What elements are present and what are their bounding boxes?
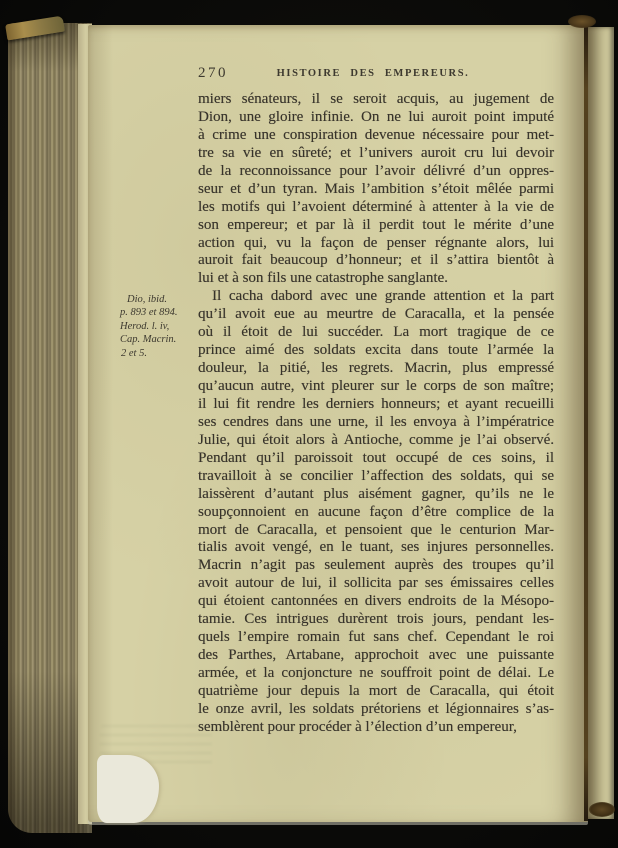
text-line: les motifs qui l’avoient déterminé à attenter à la vie de: [198, 198, 554, 215]
text-line: Dion, une gloire infinie. On ne lui auroit point imputé: [198, 108, 554, 125]
text-line: douleur, la pitié, les regrets. Macrin, plus empressé: [198, 360, 554, 377]
text-line: tialis avoit vengé, en le tuant, ses injures personnelles.: [198, 539, 554, 556]
text-line: qu’il avoit eue au meurtre de Caracalla, et la pensée: [198, 306, 554, 323]
text-line: de la reconnoissance pour l’avoir délivré d’un oppres-: [198, 162, 554, 179]
text-line: laissèrent d’autant plus aisément gagner, qu’ils ne le: [198, 485, 554, 502]
text-line: ses cendres dans une urne, il les envoya à l’impératrice: [198, 413, 554, 430]
gutter-headband-bottom: [589, 802, 615, 817]
margin-note-line: 2 et 5.: [121, 347, 147, 359]
gutter-crease: [584, 25, 588, 821]
body-text: [198, 91, 554, 737]
paper-damage-patch: [97, 755, 159, 823]
book-page: [88, 25, 588, 822]
text-line: Julie, qui étoit alors à Antioche, comme je l’ai observé.: [198, 431, 554, 448]
text-line: auroit fait beaucoup d’honneur; et il s’attira bientôt à: [198, 252, 554, 269]
text-line: travailloit à se concilier l’affection des soldats, qui se: [198, 467, 554, 484]
text-line: action qui, vu la façon de penser régnante alors, lui: [198, 234, 554, 251]
text-line: son empereur; et par là il perdit tout le mérite d’une: [198, 216, 554, 233]
text-line: tre sa vie en sûreté; et l’univers auroit cru lui devoir: [198, 144, 554, 161]
running-header: HISTOIRE DES EMPEREURS.: [276, 68, 470, 79]
text-line: quels l’empire romain fut sans chef. Cependant le roi: [198, 629, 554, 646]
margin-note: [120, 293, 198, 360]
text-line: à crime une conspiration devenue nécessaire pour met-: [198, 126, 554, 143]
margin-note-line: Herod. l. iv,: [120, 320, 170, 332]
margin-note-line: p. 893 et 894.: [120, 307, 178, 319]
text-line: qu’aucun autre, vint pleurer sur le corps de son maître;: [198, 378, 554, 394]
text-line: seur et d’un tyran. Mais l’ambition s’étoit mêlée parmi: [198, 180, 554, 197]
text-line: mort de Caracalla, et pensoient que le centurion Mar-: [198, 521, 554, 538]
text-line: le onze avril, les soldats prétoriens et légionnaires s’as-: [198, 700, 554, 717]
text-line: avoit autour de lui, il sollicita par ses émissaires celles: [198, 575, 554, 592]
text-line: lui et à son fils une catastrophe sanglante.: [198, 270, 448, 287]
text-line: semblèrent pour procéder à l’élection d’un empereur,: [198, 718, 517, 735]
text-line: Il cacha dabord avec une grande attention et la part: [212, 288, 554, 305]
text-line: des Parthes, Artabane, approchoit avec une puissante: [198, 647, 554, 664]
text-line: où il étoit de lui succéder. La mort tragique de ce: [198, 324, 554, 341]
text-line: miers sénateurs, il se seroit acquis, au jugement de: [198, 91, 554, 107]
margin-note-line: Cap. Macrin.: [120, 334, 177, 346]
text-line: tamie. Ces intrigues durèrent trois jours, pendant les-: [198, 611, 554, 628]
page-number: 270: [198, 65, 228, 81]
text-line: prince aimé des soldats excita dans toute l’armée la: [198, 342, 554, 359]
margin-note-line: Dio, ibid.: [127, 294, 167, 305]
text-line: il lui fit rendre les derniers honneurs; et ayant recueilli: [198, 395, 554, 412]
text-line: qui étoient cantonnées en divers endroits de la Mésopo-: [198, 593, 554, 610]
facing-page-sliver: [588, 27, 614, 819]
text-line: Macrin n’agit pas seulement auprès des troupes qu’il: [198, 557, 554, 574]
text-line: quatrième jour depuis la mort de Caracalla, qui étoit: [198, 682, 554, 699]
text-line: soupçonnoient en aucune façon d’être complice de la: [198, 503, 554, 520]
text-line: armée, et la conjoncture ne souffroit point de délai. Le: [198, 665, 554, 681]
gutter-headband-top: [568, 15, 596, 28]
text-line: Pendant qu’il paroissoit tout occupé de ces soins, il: [198, 449, 554, 466]
